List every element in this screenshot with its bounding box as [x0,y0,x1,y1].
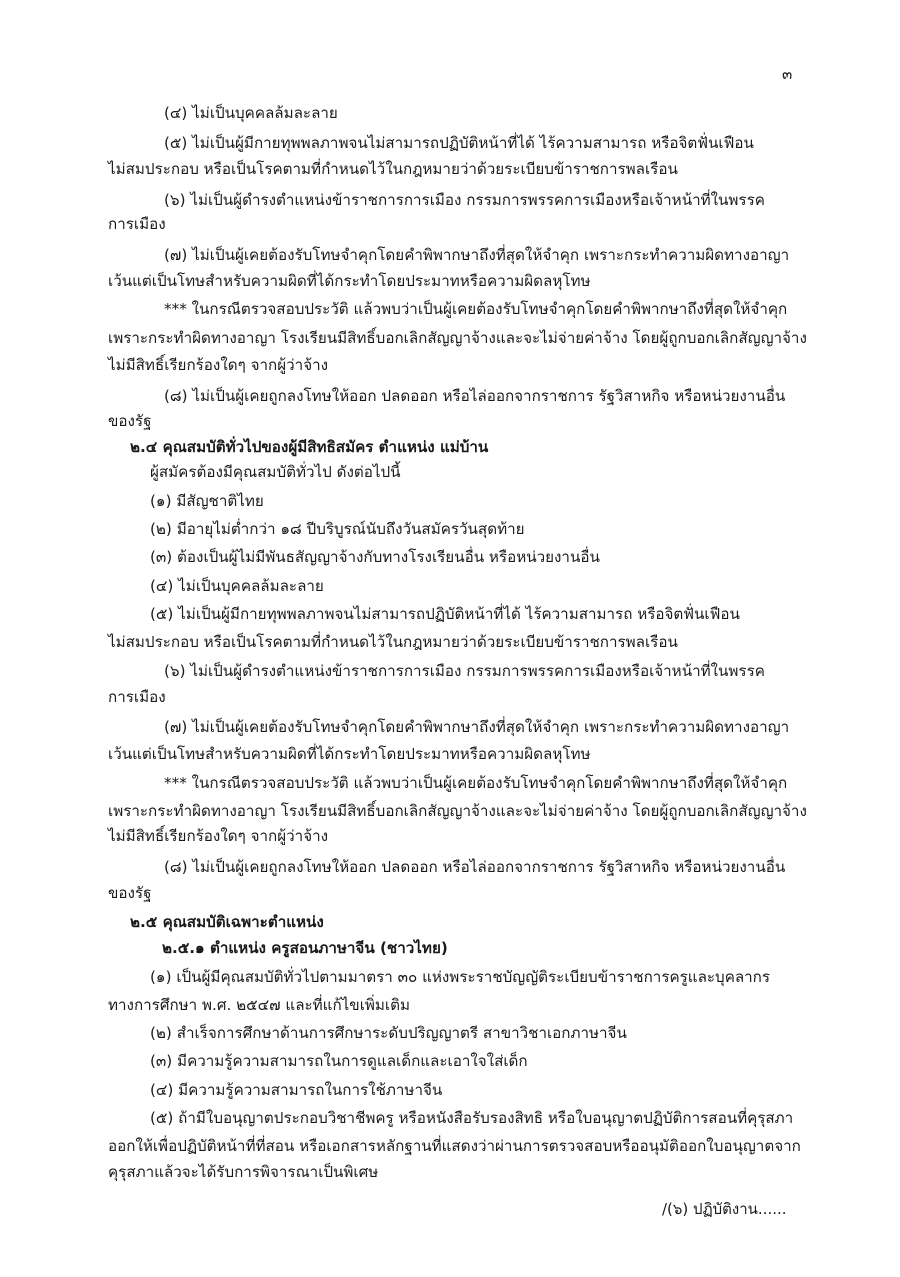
text-line: ของรัฐ [108,412,152,430]
text-line: (๖) ไม่เป็นผู้ดำรงตำแหน่งข้าราชการการเมือง กรรมการพรรคการเมืองหรือเจ้าหน้าที่ในพรรค [164,662,765,680]
section-heading: ๒.๕.๑ ตำแหน่ง ครูสอนภาษาจีน (ชาวไทย) [162,939,448,957]
text-line: การเมือง [108,688,166,706]
continuation-footer: /(๖) ปฏิบัติงาน...... [662,1200,787,1218]
text-line: ผู้สมัครต้องมีคุณสมบัติทั่วไป ดังต่อไปนี้ [150,463,401,481]
text-line: ไม่สมประกอบ หรือเป็นโรคตามที่กำหนดไว้ในกฎหมายว่าด้วยระเบียบข้าราชการพลเรือน [108,160,678,178]
text-line: (๕) ไม่เป็นผู้มีกายทุพพลภาพจนไม่สามารถปฏิบัติหน้าที่ได้ ไร้ความสามารถ หรือจิตฟั่นเฟือน [164,134,754,152]
section-heading: ๒.๔ คุณสมบัติทั่วไปของผู้มีสิทธิสมัคร ตำแหน่ง แม่บ้าน [130,438,489,456]
text-line: (๕) ถ้ามีใบอนุญาตประกอบวิชาชีพครู หรือหนังสือรับรองสิทธิ หรือใบอนุญาตปฏิบัติการสอนที่คุรุสภา [150,1109,794,1127]
text-line: ทางการศึกษา พ.ศ. ๒๕๔๗ และที่แก้ไขเพิ่มเติม [108,996,410,1014]
text-line: ของรัฐ [108,884,152,902]
section-heading: ๒.๕ คุณสมบัติเฉพาะตำแหน่ง [130,913,324,931]
text-line: เพราะกระทำผิดทางอาญา โรงเรียนมีสิทธิ์บอกเลิกสัญญาจ้างและจะไม่จ่ายค่าจ้าง โดยผู้ถูกบอกเลิกสัญญาจ้าง [108,329,807,347]
text-line: (๗) ไม่เป็นผู้เคยต้องรับโทษจำคุกโดยคำพิพากษาถึงที่สุดให้จำคุก เพราะกระทำความผิดทางอาญา [164,246,790,264]
text-line: *** ในกรณีตรวจสอบประวัติ แล้วพบว่าเป็นผู้เคยต้องรับโทษจำคุกโดยคำพิพากษาถึงที่สุดให้จำคุก [164,300,788,318]
text-line: (๔) ไม่เป็นบุคคลล้มละลาย [150,577,324,595]
text-line: (๔) ไม่เป็นบุคคลล้มละลาย [164,104,338,122]
text-line: เว้นแต่เป็นโทษสำหรับความผิดที่ได้กระทำโดยประมาทหรือความผิดลหุโทษ [108,745,591,763]
text-line: (๘) ไม่เป็นผู้เคยถูกลงโทษให้ออก ปลดออก หรือไล่ออกจากราชการ รัฐวิสาหกิจ หรือหน่วยงานอื่น [164,858,786,876]
page-number: ๓ [782,65,793,83]
text-line: *** ในกรณีตรวจสอบประวัติ แล้วพบว่าเป็นผู้เคยต้องรับโทษจำคุกโดยคำพิพากษาถึงที่สุดให้จำคุก [164,774,788,792]
text-line: ออกให้เพื่อปฏิบัติหน้าที่ที่สอน หรือเอกสารหลักฐานที่แสดงว่าผ่านการตรวจสอบหรืออนุมัติออกใบอนุญาตจาก [108,1137,801,1155]
text-line: เพราะกระทำผิดทางอาญา โรงเรียนมีสิทธิ์บอกเลิกสัญญาจ้างและจะไม่จ่ายค่าจ้าง โดยผู้ถูกบอกเลิกสัญญาจ้าง [108,802,807,820]
text-line: ไม่สมประกอบ หรือเป็นโรคตามที่กำหนดไว้ในกฎหมายว่าด้วยระเบียบข้าราชการพลเรือน [108,633,678,651]
text-line: การเมือง [108,215,166,233]
text-line: (๓) มีความรู้ความสามารถในการดูแลเด็กและเอาใจใส่เด็ก [150,1052,528,1070]
text-line: (๓) ต้องเป็นผู้ไม่มีพันธสัญญาจ้างกับทางโรงเรียนอื่น หรือหน่วยงานอื่น [150,548,600,566]
text-line: (๑) มีสัญชาติไทย [150,492,264,510]
text-line: (๕) ไม่เป็นผู้มีกายทุพพลภาพจนไม่สามารถปฏิบัติหน้าที่ได้ ไร้ความสามารถ หรือจิตฟั่นเฟือน [150,605,740,623]
text-line: (๗) ไม่เป็นผู้เคยต้องรับโทษจำคุกโดยคำพิพากษาถึงที่สุดให้จำคุก เพราะกระทำความผิดทางอาญา [164,718,790,736]
text-line: (๔) มีความรู้ความสามารถในการใช้ภาษาจีน [150,1081,443,1099]
text-line: คุรุสภาแล้วจะได้รับการพิจารณาเป็นพิเศษ [108,1163,379,1181]
text-line: ไม่มีสิทธิ์เรียกร้องใดๆ จากผู้ว่าจ้าง [108,356,329,374]
text-line: (๑) เป็นผู้มีคุณสมบัติทั่วไปตามมาตรา ๓๐ แห่งพระราชบัญญัติระเบียบข้าราชการครูและบุคลากร [150,968,771,986]
text-line: (๖) ไม่เป็นผู้ดำรงตำแหน่งข้าราชการการเมือง กรรมการพรรคการเมืองหรือเจ้าหน้าที่ในพรรค [164,191,765,209]
text-line: เว้นแต่เป็นโทษสำหรับความผิดที่ได้กระทำโดยประมาทหรือความผิดลหุโทษ [108,272,591,290]
text-line: (๘) ไม่เป็นผู้เคยถูกลงโทษให้ออก ปลดออก หรือไล่ออกจากราชการ รัฐวิสาหกิจ หรือหน่วยงานอื่น [164,387,786,405]
text-line: (๒) สำเร็จการศึกษาด้านการศึกษาระดับปริญญาตรี สาขาวิชาเอกภาษาจีน [150,1024,627,1042]
text-line: (๒) มีอายุไม่ต่ำกว่า ๑๘ ปีบริบูรณ์นับถึงวันสมัครวันสุดท้าย [150,520,525,538]
text-line: ไม่มีสิทธิ์เรียกร้องใดๆ จากผู้ว่าจ้าง [108,827,329,845]
